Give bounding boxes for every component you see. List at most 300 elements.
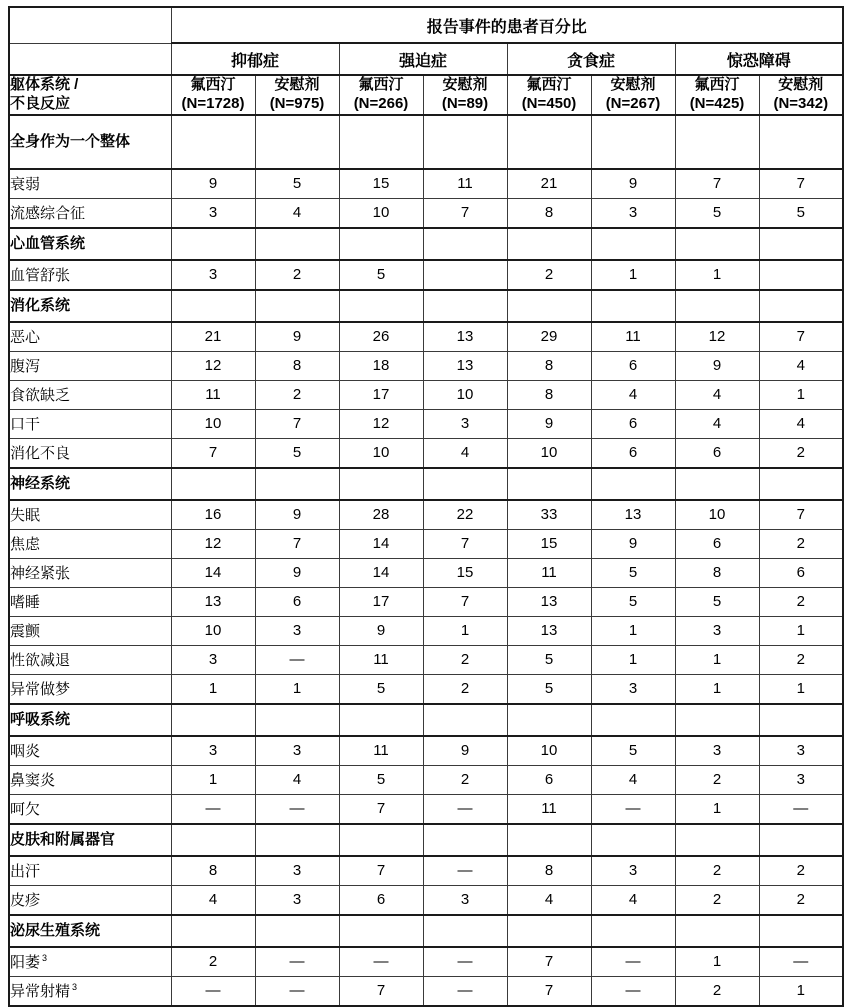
arm-header-8 — [759, 75, 843, 115]
data-cell-value: 33 — [507, 500, 591, 530]
data-cell-dash: — — [591, 976, 675, 1006]
data-cell-value: 7 — [759, 322, 843, 352]
data-cell-value: 10 — [675, 500, 759, 530]
data-cell-value: 11 — [423, 169, 507, 199]
data-cell-empty — [675, 468, 759, 500]
data-cell-value: 7 — [423, 587, 507, 616]
data-cell-value: 11 — [591, 322, 675, 352]
data-cell-value: 5 — [591, 558, 675, 587]
data-cell-empty — [171, 290, 255, 322]
data-cell-empty — [339, 290, 423, 322]
data-cell-dash: — — [423, 794, 507, 824]
event-label-text: 焦虑 — [10, 536, 41, 553]
data-cell-empty — [255, 290, 339, 322]
data-cell-value: 5 — [255, 169, 339, 199]
data-cell-value: 9 — [675, 351, 759, 380]
event-label-text: 食欲缺乏 — [10, 387, 71, 404]
data-cell-value: 7 — [423, 529, 507, 558]
data-cell-value: 1 — [675, 645, 759, 674]
data-cell-value: 12 — [339, 409, 423, 438]
adverse-event-row — [9, 765, 843, 794]
arm-drug-2: 安慰剂 — [274, 76, 320, 93]
data-cell-value: 3 — [675, 736, 759, 766]
data-cell-value: 3 — [171, 645, 255, 674]
data-cell-value: 9 — [255, 558, 339, 587]
data-cell-value: 13 — [171, 587, 255, 616]
adverse-event-row — [9, 885, 843, 915]
system-header-row — [9, 115, 843, 169]
data-cell-value: 7 — [423, 198, 507, 228]
data-cell-value: 3 — [255, 885, 339, 915]
data-cell-empty — [759, 468, 843, 500]
table-title: 报告事件的患者百分比 — [171, 7, 843, 43]
adverse-event-row — [9, 169, 843, 199]
data-cell-dash: — — [255, 947, 339, 977]
data-cell-value: 2 — [171, 947, 255, 977]
system-header-row — [9, 290, 843, 322]
data-cell-value: 9 — [591, 169, 675, 199]
data-cell-value: 10 — [171, 616, 255, 645]
event-label-text: 血管舒张 — [10, 267, 71, 284]
stub-header — [9, 75, 171, 115]
data-cell-empty — [423, 468, 507, 500]
data-cell-empty — [591, 915, 675, 947]
data-cell-value: 3 — [591, 674, 675, 704]
data-cell-value: 1 — [255, 674, 339, 704]
data-cell-value: 9 — [507, 409, 591, 438]
data-cell-value: 7 — [255, 529, 339, 558]
adverse-event-row — [9, 616, 843, 645]
data-cell-value: 9 — [339, 616, 423, 645]
arm-header-7 — [675, 75, 759, 115]
arm-n-6: (N=267) — [605, 94, 661, 112]
adverse-event-row — [9, 500, 843, 530]
data-cell-value: 7 — [339, 856, 423, 886]
data-cell-empty — [171, 915, 255, 947]
group-header-4: 惊恐障碍 — [675, 43, 843, 75]
data-cell-empty — [255, 228, 339, 260]
event-label — [9, 587, 171, 616]
data-cell-empty — [423, 704, 507, 736]
data-cell-empty — [759, 915, 843, 947]
data-cell-dash: — — [423, 947, 507, 977]
adverse-event-row — [9, 409, 843, 438]
group-header-3: 贪食症 — [507, 43, 675, 75]
data-cell-value: 6 — [675, 438, 759, 468]
data-cell-value: 4 — [507, 885, 591, 915]
adverse-event-row — [9, 558, 843, 587]
data-cell-empty — [339, 915, 423, 947]
data-cell-value: 5 — [507, 674, 591, 704]
data-cell-value: 12 — [675, 322, 759, 352]
data-cell-value: 3 — [255, 856, 339, 886]
data-cell-value: 2 — [675, 976, 759, 1006]
system-header-row — [9, 915, 843, 947]
data-cell-value: 1 — [591, 616, 675, 645]
data-cell-value: 11 — [507, 558, 591, 587]
data-cell-value: 1 — [675, 794, 759, 824]
data-cell-value: 8 — [507, 380, 591, 409]
data-cell-value: 4 — [759, 351, 843, 380]
data-cell-empty — [675, 290, 759, 322]
data-cell-value: 2 — [255, 260, 339, 290]
system-label: 泌尿生殖系统 — [9, 915, 171, 947]
data-cell-value: 15 — [423, 558, 507, 587]
adverse-event-row — [9, 736, 843, 766]
data-cell-value: 15 — [339, 169, 423, 199]
data-cell-value: 6 — [507, 765, 591, 794]
system-header-row — [9, 824, 843, 856]
data-cell-value: 13 — [507, 616, 591, 645]
data-cell-value: 6 — [591, 351, 675, 380]
adverse-event-row — [9, 351, 843, 380]
data-cell-empty — [507, 290, 591, 322]
data-cell-value: 5 — [675, 198, 759, 228]
data-cell-value: 8 — [255, 351, 339, 380]
event-label-text: 腹泻 — [10, 358, 41, 375]
data-cell-empty — [759, 704, 843, 736]
event-label-text: 性欲减退 — [10, 652, 71, 669]
data-cell-value: 4 — [255, 765, 339, 794]
data-cell-value: 8 — [507, 198, 591, 228]
arm-header-3 — [339, 75, 423, 115]
data-cell-value: 14 — [339, 558, 423, 587]
event-label-text: 嗜睡 — [10, 594, 41, 611]
data-cell-value: 6 — [591, 438, 675, 468]
data-cell-empty — [759, 228, 843, 260]
data-cell-value: 6 — [339, 885, 423, 915]
arm-n-5: (N=450) — [521, 94, 577, 112]
data-cell-empty — [339, 228, 423, 260]
data-cell-value: 2 — [507, 260, 591, 290]
data-cell-value: 1 — [675, 947, 759, 977]
data-cell-value: 17 — [339, 587, 423, 616]
data-cell-value: 2 — [675, 856, 759, 886]
data-cell-empty — [759, 260, 843, 290]
data-cell-value: 5 — [675, 587, 759, 616]
adverse-event-row — [9, 380, 843, 409]
group-header-1: 抑郁症 — [171, 43, 339, 75]
event-label-text: 异常做梦 — [10, 681, 71, 698]
data-cell-empty — [507, 824, 591, 856]
adverse-event-row — [9, 856, 843, 886]
data-cell-empty — [423, 290, 507, 322]
data-cell-value: 2 — [675, 885, 759, 915]
data-cell-value: 14 — [171, 558, 255, 587]
data-cell-value: 3 — [591, 856, 675, 886]
adverse-event-row — [9, 529, 843, 558]
data-cell-value: 10 — [339, 438, 423, 468]
data-cell-value: 2 — [759, 856, 843, 886]
event-label — [9, 380, 171, 409]
data-cell-value: 11 — [171, 380, 255, 409]
data-cell-value: 2 — [255, 380, 339, 409]
data-cell-value: 3 — [759, 765, 843, 794]
data-cell-empty — [339, 468, 423, 500]
arm-header-4 — [423, 75, 507, 115]
arm-drug-5: 氟西汀 — [526, 76, 572, 93]
data-cell-value: 26 — [339, 322, 423, 352]
data-cell-value: 8 — [507, 351, 591, 380]
arm-header-5 — [507, 75, 591, 115]
data-cell-value: 1 — [675, 260, 759, 290]
arm-n-8: (N=342) — [773, 94, 829, 112]
data-cell-value: 7 — [339, 976, 423, 1006]
arm-drug-3: 氟西汀 — [358, 76, 404, 93]
header-row-arms — [9, 75, 843, 115]
group-header-2: 强迫症 — [339, 43, 507, 75]
system-label: 全身作为一个整体 — [9, 115, 171, 169]
data-cell-value: 2 — [759, 885, 843, 915]
data-cell-value: 28 — [339, 500, 423, 530]
data-cell-value: 13 — [423, 351, 507, 380]
data-cell-value: 5 — [339, 765, 423, 794]
data-cell-value: 6 — [759, 558, 843, 587]
arm-drug-8: 安慰剂 — [778, 76, 824, 93]
data-cell-value: 1 — [423, 616, 507, 645]
event-label — [9, 765, 171, 794]
data-cell-value: 1 — [759, 616, 843, 645]
data-cell-value: 1 — [759, 674, 843, 704]
data-cell-empty — [591, 115, 675, 169]
event-label — [9, 500, 171, 530]
data-cell-empty — [591, 468, 675, 500]
data-cell-value: 9 — [591, 529, 675, 558]
event-label — [9, 947, 171, 977]
arm-n-4: (N=89) — [441, 94, 489, 112]
data-cell-value: 2 — [423, 674, 507, 704]
data-cell-dash: — — [255, 794, 339, 824]
arm-drug-4: 安慰剂 — [442, 76, 488, 93]
data-cell-value: 11 — [507, 794, 591, 824]
data-cell-empty — [591, 704, 675, 736]
data-cell-value: 10 — [423, 380, 507, 409]
adverse-event-row — [9, 198, 843, 228]
data-cell-empty — [759, 824, 843, 856]
event-label-text: 消化不良 — [10, 445, 71, 462]
event-label-text: 阳萎 — [10, 954, 41, 971]
data-cell-value: 1 — [759, 380, 843, 409]
data-cell-empty — [423, 824, 507, 856]
data-cell-value: 7 — [171, 438, 255, 468]
adverse-event-row — [9, 976, 843, 1006]
event-label — [9, 885, 171, 915]
data-cell-empty — [507, 468, 591, 500]
event-label — [9, 645, 171, 674]
event-label-text: 口干 — [10, 416, 41, 433]
event-label — [9, 616, 171, 645]
data-cell-empty — [339, 704, 423, 736]
data-cell-value: 6 — [675, 529, 759, 558]
data-cell-value: 8 — [675, 558, 759, 587]
data-cell-dash: — — [759, 794, 843, 824]
data-cell-value: 7 — [675, 169, 759, 199]
data-cell-value: 3 — [423, 409, 507, 438]
event-label — [9, 409, 171, 438]
data-cell-value: 4 — [255, 198, 339, 228]
event-label-text: 异常射精 — [10, 983, 71, 1000]
event-label-text: 咽炎 — [10, 743, 41, 760]
system-label: 神经系统 — [9, 468, 171, 500]
system-label: 呼吸系统 — [9, 704, 171, 736]
data-cell-value: 17 — [339, 380, 423, 409]
arm-header-6 — [591, 75, 675, 115]
data-cell-empty — [171, 468, 255, 500]
data-cell-empty — [507, 915, 591, 947]
data-cell-value: 6 — [591, 409, 675, 438]
data-cell-value: 5 — [759, 198, 843, 228]
data-cell-value: 9 — [423, 736, 507, 766]
data-cell-value: 7 — [255, 409, 339, 438]
event-label-text: 呵欠 — [10, 801, 41, 818]
event-label — [9, 856, 171, 886]
data-cell-value: 5 — [339, 260, 423, 290]
data-cell-empty — [675, 915, 759, 947]
data-cell-value: 7 — [507, 976, 591, 1006]
adverse-event-row — [9, 322, 843, 352]
data-cell-value: 12 — [171, 351, 255, 380]
stub-header-line2: 不良反应 — [10, 94, 71, 112]
data-cell-value: 4 — [171, 885, 255, 915]
data-cell-empty — [507, 704, 591, 736]
event-label — [9, 198, 171, 228]
data-cell-value: 10 — [507, 736, 591, 766]
data-cell-value: 4 — [759, 409, 843, 438]
system-header-row — [9, 228, 843, 260]
data-cell-value: 1 — [675, 674, 759, 704]
data-cell-value: 4 — [591, 380, 675, 409]
data-cell-value: 5 — [339, 674, 423, 704]
arm-drug-1: 氟西汀 — [190, 76, 236, 93]
data-cell-value: 1 — [171, 674, 255, 704]
header-row-title — [9, 7, 843, 43]
data-cell-value: 13 — [591, 500, 675, 530]
data-cell-dash: — — [759, 947, 843, 977]
data-cell-value: 4 — [423, 438, 507, 468]
arm-header-2 — [255, 75, 339, 115]
data-cell-value: 6 — [255, 587, 339, 616]
data-cell-empty — [171, 228, 255, 260]
data-cell-value: 16 — [171, 500, 255, 530]
data-cell-empty — [591, 824, 675, 856]
data-cell-value: 10 — [507, 438, 591, 468]
event-label — [9, 674, 171, 704]
data-cell-value: 3 — [255, 616, 339, 645]
data-cell-value: 4 — [591, 885, 675, 915]
data-cell-value: 29 — [507, 322, 591, 352]
data-cell-value: 4 — [675, 380, 759, 409]
data-cell-value: 4 — [591, 765, 675, 794]
event-label-text: 失眠 — [10, 507, 41, 524]
data-cell-empty — [339, 824, 423, 856]
data-cell-dash: — — [255, 976, 339, 1006]
event-label — [9, 260, 171, 290]
data-cell-value: 18 — [339, 351, 423, 380]
data-cell-empty — [255, 915, 339, 947]
data-cell-value: 3 — [171, 198, 255, 228]
data-cell-value: 15 — [507, 529, 591, 558]
data-cell-empty — [423, 228, 507, 260]
data-cell-value: 1 — [759, 976, 843, 1006]
data-cell-empty — [759, 115, 843, 169]
data-cell-value: 5 — [507, 645, 591, 674]
event-label-text: 流感综合征 — [10, 205, 86, 222]
header-row-groups — [9, 43, 843, 75]
data-cell-value: 10 — [171, 409, 255, 438]
header-corner-cell — [9, 7, 171, 43]
data-cell-value: 13 — [423, 322, 507, 352]
data-cell-value: 7 — [759, 500, 843, 530]
data-cell-value: 2 — [759, 587, 843, 616]
event-label — [9, 351, 171, 380]
data-cell-value: 8 — [171, 856, 255, 886]
data-cell-dash: — — [423, 976, 507, 1006]
data-cell-empty — [255, 468, 339, 500]
data-cell-empty — [591, 290, 675, 322]
event-label — [9, 976, 171, 1006]
data-cell-empty — [255, 824, 339, 856]
data-cell-value: 2 — [759, 438, 843, 468]
adverse-event-row — [9, 260, 843, 290]
data-cell-value: 1 — [591, 645, 675, 674]
data-cell-value: 3 — [255, 736, 339, 766]
adverse-event-row — [9, 947, 843, 977]
data-cell-value: 2 — [423, 645, 507, 674]
event-label-text: 鼻窦炎 — [10, 772, 56, 789]
data-cell-value: 21 — [171, 322, 255, 352]
data-cell-value: 10 — [339, 198, 423, 228]
arm-drug-6: 安慰剂 — [610, 76, 656, 93]
data-cell-value: 5 — [591, 736, 675, 766]
adverse-event-row — [9, 438, 843, 468]
data-cell-value: 1 — [171, 765, 255, 794]
adverse-event-row — [9, 645, 843, 674]
data-cell-value: 3 — [423, 885, 507, 915]
arm-n-3: (N=266) — [353, 94, 409, 112]
data-cell-value: 2 — [759, 645, 843, 674]
data-cell-empty — [675, 824, 759, 856]
event-label-text: 震颤 — [10, 623, 41, 640]
data-cell-dash: — — [591, 947, 675, 977]
data-cell-empty — [255, 115, 339, 169]
stub-header-line1: 躯体系统 / — [10, 76, 79, 93]
system-label: 消化系统 — [9, 290, 171, 322]
data-cell-empty — [423, 260, 507, 290]
arm-drug-7: 氟西汀 — [694, 76, 740, 93]
data-cell-value: 12 — [171, 529, 255, 558]
data-cell-value: 2 — [423, 765, 507, 794]
arm-header-1 — [171, 75, 255, 115]
footnote-marker: 3 — [42, 953, 48, 963]
event-label-text: 皮疹 — [10, 892, 41, 909]
data-cell-empty — [339, 115, 423, 169]
event-label — [9, 438, 171, 468]
data-cell-value: 4 — [675, 409, 759, 438]
arm-n-2: (N=975) — [269, 94, 325, 112]
event-label — [9, 322, 171, 352]
arm-n-7: (N=425) — [689, 94, 745, 112]
data-cell-dash: — — [339, 947, 423, 977]
data-cell-value: 13 — [507, 587, 591, 616]
adverse-event-row — [9, 674, 843, 704]
data-cell-value: 2 — [675, 765, 759, 794]
data-cell-value: 3 — [759, 736, 843, 766]
data-cell-empty — [591, 228, 675, 260]
data-cell-empty — [507, 115, 591, 169]
data-cell-value: 3 — [171, 736, 255, 766]
data-cell-dash: — — [171, 976, 255, 1006]
data-cell-value: 9 — [255, 500, 339, 530]
